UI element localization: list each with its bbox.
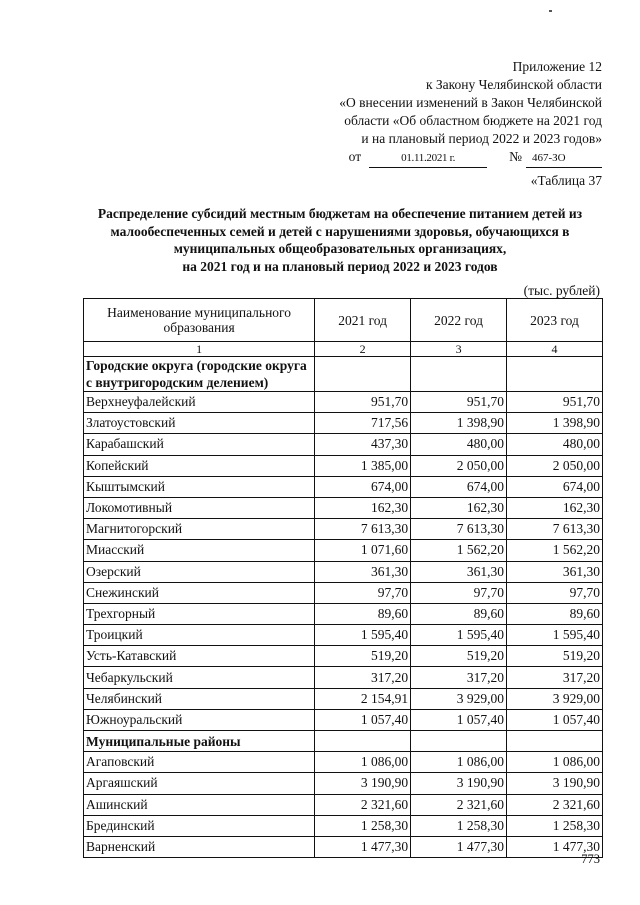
table-row [84, 476, 603, 497]
units-label: (тыс. рублей) [523, 283, 600, 298]
empty-cell [315, 357, 411, 392]
value-2021: 1 057,40 [315, 709, 411, 730]
empty-cell [507, 731, 603, 752]
page-number: 773 [581, 852, 600, 866]
table-row [84, 434, 603, 455]
section-row-municipal-districts [84, 731, 603, 752]
value-2021: 162,30 [315, 497, 411, 518]
value-2021: 7 613,30 [315, 519, 411, 540]
table-row [84, 667, 603, 688]
value-2022: 480,00 [411, 434, 507, 455]
title-line-2: малообеспеченных семей и детей с нарушениями здоровья, обучающихся в [110, 223, 570, 239]
value-2022: 1 562,20 [411, 540, 507, 561]
value-2022: 317,20 [411, 667, 507, 688]
municipality-name: Троицкий [84, 625, 315, 646]
from-label: от [348, 149, 362, 164]
value-2021: 1 477,30 [315, 836, 411, 857]
value-2021: 674,00 [315, 476, 411, 497]
value-2021: 1 385,00 [315, 455, 411, 476]
column-header-2023: 2023 год [507, 299, 603, 342]
value-2023: 3 929,00 [507, 688, 603, 709]
title-line-1: Распределение субсидий местным бюджетам на обеспечение питанием детей из [97, 206, 583, 221]
value-2023: 361,30 [507, 561, 603, 582]
value-2021: 361,30 [315, 561, 411, 582]
municipality-name: Усть-Катавский [84, 646, 315, 667]
table-row [84, 773, 603, 794]
table-row [84, 392, 603, 413]
municipality-name: Варненский [84, 836, 315, 857]
value-2022: 7 613,30 [411, 519, 507, 540]
value-2022: 1 477,30 [411, 836, 507, 857]
municipality-name: Аргаяшский [84, 773, 315, 794]
section-title: Городские округа (городские округа с внутригородским делением) [84, 357, 315, 392]
empty-cell [507, 357, 603, 392]
column-number: 1 [84, 342, 315, 357]
appendix-header [242, 58, 602, 168]
title-line-4: на 2021 год и на плановый период 2022 и 2023 годов [182, 258, 498, 274]
municipality-name: Верхнеуфалейский [84, 392, 315, 413]
municipality-name: Миасский [84, 540, 315, 561]
value-2023: 7 613,30 [507, 519, 603, 540]
value-2022: 1 057,40 [411, 709, 507, 730]
value-2022: 1 086,00 [411, 752, 507, 773]
value-2022: 1 398,90 [411, 413, 507, 434]
value-2021: 437,30 [315, 434, 411, 455]
empty-cell [411, 731, 507, 752]
value-2023: 89,60 [507, 603, 603, 624]
value-2023: 1 398,90 [507, 413, 603, 434]
value-2022: 97,70 [411, 582, 507, 603]
table-row [84, 709, 603, 730]
value-2021: 3 190,90 [315, 773, 411, 794]
value-2022: 89,60 [411, 603, 507, 624]
value-2021: 1 071,60 [315, 540, 411, 561]
municipality-name: Златоустовский [84, 413, 315, 434]
table-row [84, 540, 603, 561]
value-2021: 1 595,40 [315, 625, 411, 646]
value-2023: 317,20 [507, 667, 603, 688]
table-row [84, 752, 603, 773]
empty-cell [411, 357, 507, 392]
header-line-3: «О внесении изменений в Закон Челябинской [339, 95, 602, 110]
value-2023: 519,20 [507, 646, 603, 667]
table-row [84, 582, 603, 603]
value-2021: 317,20 [315, 667, 411, 688]
law-date-number-line [242, 148, 602, 168]
value-2022: 3 929,00 [411, 688, 507, 709]
municipality-name: Брединский [84, 815, 315, 836]
value-2023: 2 050,00 [507, 455, 603, 476]
subsidy-table [83, 298, 603, 858]
value-2023: 951,70 [507, 392, 603, 413]
value-2023: 480,00 [507, 434, 603, 455]
value-2021: 1 258,30 [315, 815, 411, 836]
value-2022: 1 595,40 [411, 625, 507, 646]
table-row [84, 455, 603, 476]
value-2021: 519,20 [315, 646, 411, 667]
value-2021: 717,56 [315, 413, 411, 434]
value-2022: 674,00 [411, 476, 507, 497]
value-2022: 361,30 [411, 561, 507, 582]
municipality-name: Озерский [84, 561, 315, 582]
municipality-name: Челябинский [84, 688, 315, 709]
value-2021: 2 154,91 [315, 688, 411, 709]
municipality-name: Карабашский [84, 434, 315, 455]
value-2023: 1 562,20 [507, 540, 603, 561]
table-row [84, 561, 603, 582]
table-row [84, 497, 603, 518]
municipality-name: Агаповский [84, 752, 315, 773]
number-label: № [509, 149, 522, 164]
column-number-row [84, 342, 603, 357]
table-row [84, 603, 603, 624]
law-number: 467-ЗО [526, 149, 602, 168]
value-2022: 519,20 [411, 646, 507, 667]
municipality-name: Трехгорный [84, 603, 315, 624]
value-2023: 1 477,30 [507, 836, 603, 857]
municipality-name: Ашинский [84, 794, 315, 815]
value-2023: 97,70 [507, 582, 603, 603]
value-2022: 3 190,90 [411, 773, 507, 794]
column-number: 2 [315, 342, 411, 357]
value-2022: 2 321,60 [411, 794, 507, 815]
header-line-2: к Закону Челябинской области [425, 77, 602, 92]
header-line-4: области «Об областном бюджете на 2021 год [344, 113, 602, 128]
value-2021: 89,60 [315, 603, 411, 624]
document-title [60, 205, 620, 275]
table-row [84, 625, 603, 646]
table-header-row [84, 299, 603, 342]
scan-mark [549, 10, 552, 12]
municipality-name: Локомотивный [84, 497, 315, 518]
municipality-name: Снежинский [84, 582, 315, 603]
section-title: Муниципальные районы [84, 731, 315, 752]
value-2021: 2 321,60 [315, 794, 411, 815]
law-date: 01.11.2021 г. [369, 149, 487, 168]
table-row [84, 688, 603, 709]
table-row [84, 836, 603, 857]
value-2022: 2 050,00 [411, 455, 507, 476]
value-2021: 97,70 [315, 582, 411, 603]
value-2023: 1 595,40 [507, 625, 603, 646]
header-line-1: Приложение 12 [512, 59, 602, 74]
value-2021: 1 086,00 [315, 752, 411, 773]
value-2023: 2 321,60 [507, 794, 603, 815]
municipality-name: Магнитогорский [84, 519, 315, 540]
value-2022: 951,70 [411, 392, 507, 413]
value-2023: 674,00 [507, 476, 603, 497]
header-line-5: и на плановый период 2022 и 2023 годов» [361, 131, 602, 146]
value-2021: 951,70 [315, 392, 411, 413]
column-number: 4 [507, 342, 603, 357]
value-2023: 3 190,90 [507, 773, 603, 794]
table-row [84, 413, 603, 434]
value-2022: 162,30 [411, 497, 507, 518]
table-row [84, 815, 603, 836]
value-2022: 1 258,30 [411, 815, 507, 836]
municipality-name: Южноуральский [84, 709, 315, 730]
table-row [84, 646, 603, 667]
column-header-2021: 2021 год [315, 299, 411, 342]
column-number: 3 [411, 342, 507, 357]
value-2023: 1 086,00 [507, 752, 603, 773]
table-row [84, 519, 603, 540]
title-line-3: муниципальных общеобразовательных организациях, [173, 241, 507, 256]
value-2023: 1 057,40 [507, 709, 603, 730]
column-header-2022: 2022 год [411, 299, 507, 342]
value-2023: 162,30 [507, 497, 603, 518]
empty-cell [315, 731, 411, 752]
column-header-name: Наименование муниципального образования [84, 299, 315, 342]
municipality-name: Кыштымский [84, 476, 315, 497]
value-2023: 1 258,30 [507, 815, 603, 836]
section-row-urban-districts [84, 357, 603, 392]
table-row [84, 794, 603, 815]
municipality-name: Чебаркульский [84, 667, 315, 688]
table-label: «Таблица 37 [530, 173, 602, 188]
municipality-name: Копейский [84, 455, 315, 476]
